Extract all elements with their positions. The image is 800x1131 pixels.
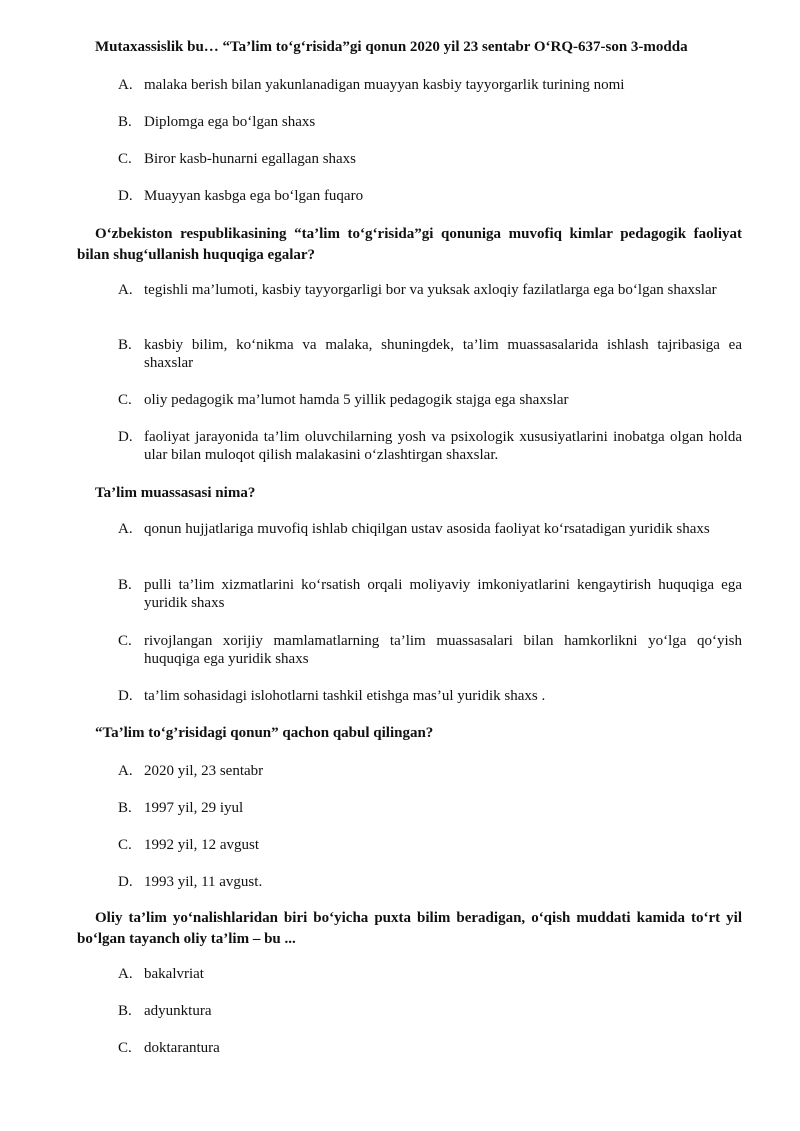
option-text: qonun hujjatlariga muvofiq ishlab chiqilgan ustav asosida faoliyat ko‘rsatadigan yuridik shaxs (144, 521, 710, 537)
option-text: ta’lim sohasidagi islohotlarni tashkil etishga mas’ul yuridik shaxs . (144, 688, 546, 704)
question-3-text: Ta’lim muassasasi nima? (95, 485, 256, 501)
option-letter: A. (118, 966, 133, 982)
option-text: malaka berish bilan yakunlanadigan muayyan kasbiy tayyorgarlik turining nomi (144, 77, 625, 93)
question-2-option-b (118, 336, 742, 372)
option-text: rivojlangan xorijiy mamlamatlarning ta’lim muassasalari bilan hamkorlikni yo‘lga qo‘yish huquqiga ega yuridik shaxs (144, 633, 742, 667)
option-letter: C. (118, 633, 132, 649)
option-letter: A. (118, 521, 133, 537)
question-1-option-b (118, 113, 742, 131)
option-text: oliy pedagogik ma’lumot hamda 5 yillik pedagogik stajga ega shaxslar (144, 392, 569, 408)
option-text: 1997 yil, 29 iyul (144, 800, 244, 816)
option-text: faoliyat jarayonida ta’lim oluvchilarning yosh va psixologik xususiyatlarini inobatga olgan holda ular bilan muloqot qilish malakasini o‘zlashtirgan shaxslar. (144, 429, 742, 463)
question-2-option-a (118, 281, 742, 299)
question-4-option-d (118, 873, 742, 891)
question-2-text: O‘zbekiston respublikasining “ta’lim to‘g‘risida”gi qonuniga muvofiq kimlar pedagogik faoliyat bilan shug‘ullanish huquqiga egalar? (77, 226, 742, 263)
option-letter: D. (118, 688, 133, 704)
question-5-option-c (118, 1039, 742, 1057)
option-text: pulli ta’lim xizmatlarini ko‘rsatish orqali moliyaviy imkoniyatlarini kengaytirish huquqiga ega yuridik shaxs (144, 577, 742, 611)
option-letter: B. (118, 800, 132, 816)
question-4-option-c (118, 836, 742, 854)
question-1-option-d (118, 187, 742, 205)
question-3-option-c (118, 632, 742, 668)
question-2-option-c (118, 391, 742, 409)
question-1-option-c (118, 150, 742, 168)
option-text: doktarantura (144, 1040, 220, 1056)
question-1-text: Mutaxassislik bu… “Ta’lim to‘g‘risida”gi qonun 2020 yil 23 sentabr O‘RQ-637-son 3-modda (95, 39, 688, 55)
option-text: Diplomga ega bo‘lgan shaxs (144, 114, 316, 130)
option-letter: C. (118, 1040, 132, 1056)
question-1-option-a (118, 76, 742, 94)
question-3-option-b (118, 576, 742, 612)
option-letter: C. (118, 392, 132, 408)
option-text: tegishli ma’lumoti, kasbiy tayyorgarligi bor va yuksak axloqiy fazilatlarga ega bo‘lgan shaxslar (144, 282, 717, 298)
question-5-option-b (118, 1002, 742, 1020)
option-text: Muayyan kasbga ega bo‘lgan fuqaro (144, 188, 364, 204)
option-text: 1993 yil, 11 avgust. (144, 874, 263, 890)
question-5-text: Oliy ta’lim yo‘nalishlaridan biri bo‘yicha puxta bilim beradigan, o‘qish muddati kamida to‘rt yil bo‘lgan tayanch oliy ta’lim – bu ... (77, 910, 742, 947)
question-5-option-a (118, 965, 742, 983)
option-text: bakalvriat (144, 966, 204, 982)
option-letter: B. (118, 577, 132, 593)
option-text: kasbiy bilim, ko‘nikma va malaka, shuningdek, ta’lim muassasalarida ishlash tajribasiga ea shaxslar (144, 337, 742, 371)
option-letter: D. (118, 188, 133, 204)
question-4-option-a (118, 762, 742, 780)
option-text: adyunktura (144, 1003, 212, 1019)
option-letter: A. (118, 77, 133, 93)
option-text: Biror kasb-hunarni egallagan shaxs (144, 151, 357, 167)
option-letter: B. (118, 337, 132, 353)
option-letter: D. (118, 429, 133, 445)
question-3-option-a (118, 520, 742, 538)
question-4-text: “Ta’lim to‘g’risidagi qonun” qachon qabul qilingan? (95, 725, 434, 741)
option-letter: C. (118, 151, 132, 167)
question-4-option-b (118, 799, 742, 817)
option-letter: B. (118, 114, 132, 130)
option-letter: D. (118, 874, 133, 890)
option-text: 2020 yil, 23 sentabr (144, 763, 264, 779)
option-letter: B. (118, 1003, 132, 1019)
option-letter: A. (118, 763, 133, 779)
question-2-option-d (118, 428, 742, 464)
option-letter: C. (118, 837, 132, 853)
option-letter: A. (118, 282, 133, 298)
option-text: 1992 yil, 12 avgust (144, 837, 259, 853)
question-3-option-d (118, 687, 742, 705)
